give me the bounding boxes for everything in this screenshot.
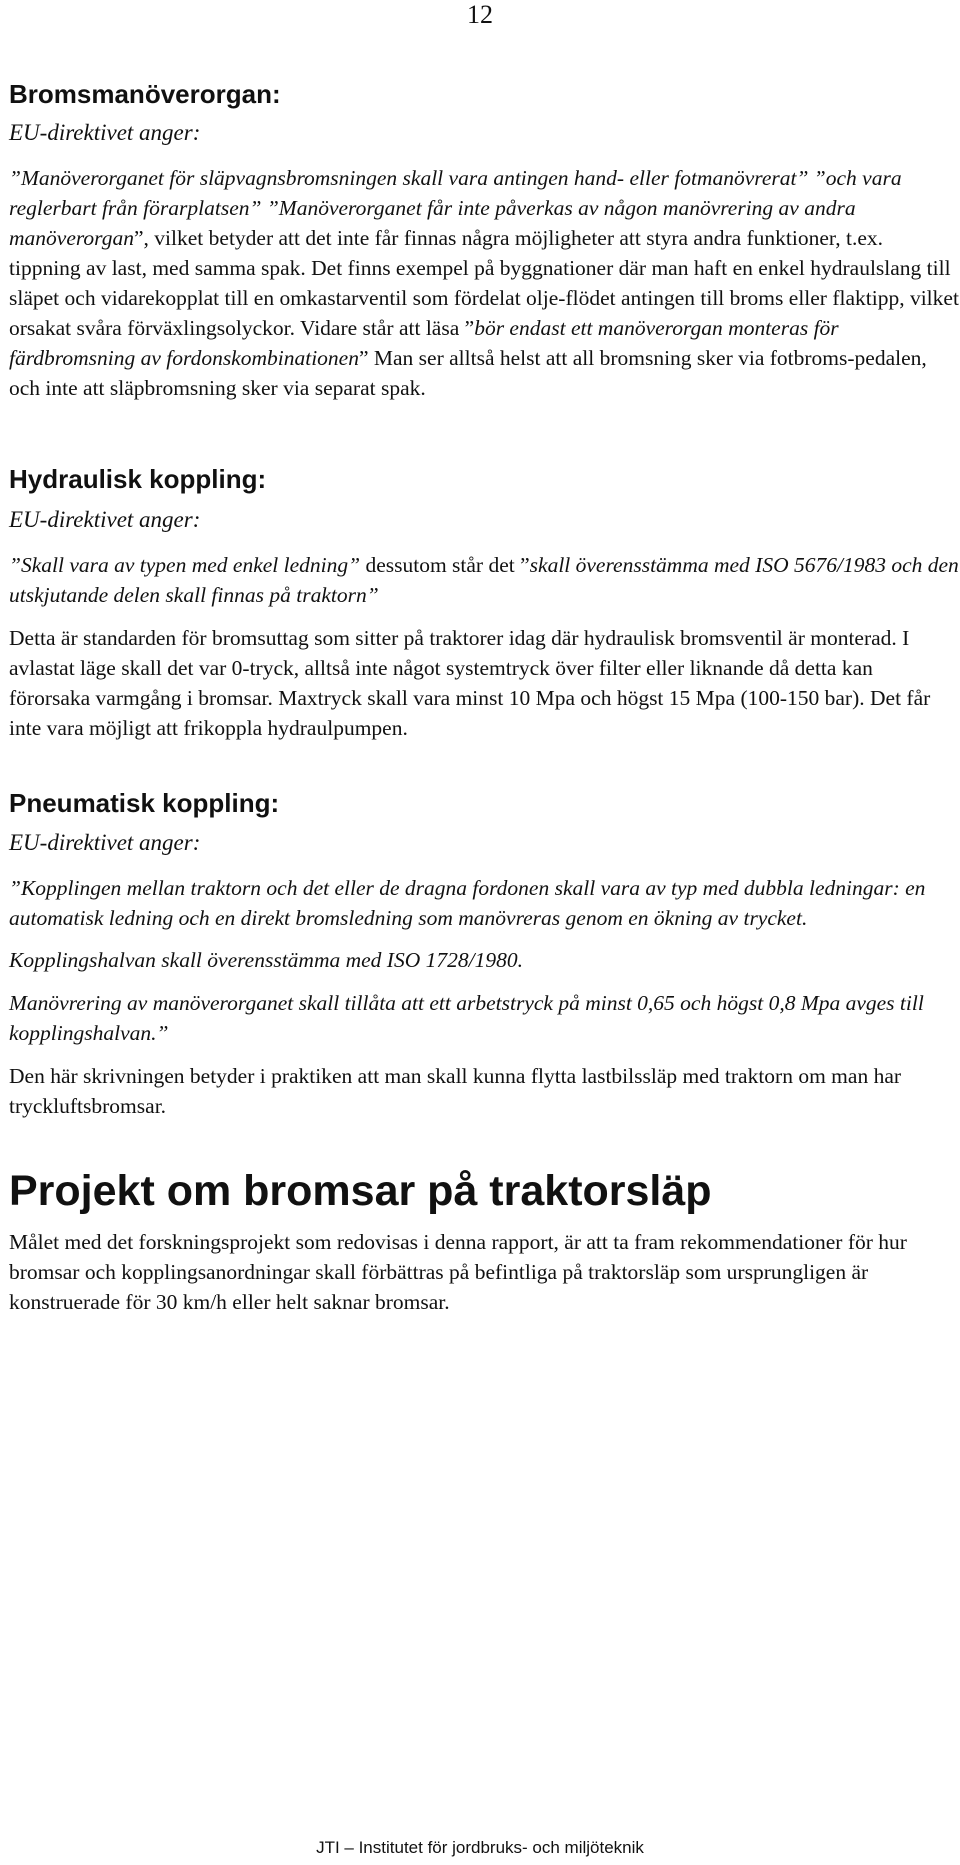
page-footer: JTI – Institutet för jordbruks- och miljöteknik xyxy=(316,1838,644,1857)
document-body xyxy=(9,78,959,1317)
section-heading-hydraulisk-koppling: Hydraulisk koppling: xyxy=(9,464,267,494)
quote-text: skall överensstämma med ISO 5676/1983 och den utskjutande delen skall finnas på traktorn” xyxy=(9,553,959,607)
page-number: 12 xyxy=(467,0,493,29)
section-subheading: EU-direktivet anger: xyxy=(9,120,201,145)
quote-text: ”Manöverorganet för släpvagnsbromsningen skall vara antingen hand- eller fotmanövrerat” ”och vara reglerbart från förarplatsen” ”Manöverorganet får inte påverkas av någon manövrering av andra manöverorgan xyxy=(9,166,902,250)
section-heading-pneumatisk-koppling: Pneumatisk koppling: xyxy=(9,788,280,818)
paragraph-working-pressure: Manövrering av manöverorganet skall tillåta att ett arbetstryck på minst 0,65 och högst 0,8 Mpa avges till kopplingshalvan.” xyxy=(9,991,924,1045)
paragraph-hydraulic-quote xyxy=(9,550,959,610)
paragraph-brake-control xyxy=(9,163,959,403)
body-text: dessutom står det ” xyxy=(360,553,530,577)
section-heading-projekt: Projekt om bromsar på traktorsläp xyxy=(9,1167,712,1215)
body-text: ”, vilket betyder att det inte får finnas några möjligheter att styra andra funktioner, t.ex. tippning av last, med samma spak. Det finns exempel på byggnationer där man haft en enkel hydraulslang till släpet och vidarekopplat till en omkastarventil som fördelat olje-flödet antingen till broms eller flaktipp, vilket orsakat svåra förväxlingsolyckor. Vidare står att läsa ” xyxy=(9,226,959,340)
quote-text: ”Skall vara av typen med enkel ledning” xyxy=(9,553,361,577)
paragraph-iso-1728: Kopplingshalvan skall överensstämma med ISO 1728/1980. xyxy=(9,948,523,972)
body-text: ” Man ser alltså helst att all bromsning sker via fotbroms-pedalen, och inte att släpbromsning sker via separat spak. xyxy=(9,346,927,400)
quote-text: bör endast ett manöverorgan monteras för färdbromsning av fordonskombinationen xyxy=(9,316,839,370)
section-subheading: EU-direktivet anger: xyxy=(9,830,201,855)
section-subheading: EU-direktivet anger: xyxy=(9,507,201,532)
paragraph-pneumatic-quote: ”Kopplingen mellan traktorn och det eller de dragna fordonen skall vara av typ med dubbla ledningar: en automatisk ledning och en direkt bromsledning som manövreras genom en ökning av trycket. xyxy=(9,876,926,930)
paragraph-project-goal: Målet med det forskningsprojekt som redovisas i denna rapport, är att ta fram rekommendationer för hur bromsar och kopplingsanordningar skall förbättras på befintliga på traktorsläp som ursprungligen är konstruerade för 30 km/h eller helt saknar bromsar. xyxy=(9,1230,907,1314)
paragraph-hydraulic-standard: Detta är standarden för bromsuttag som sitter på traktorer idag där hydraulisk bromsventil är monterad. I avlastat läge skall det var 0-tryck, alltså inte något systemtryck över filter eller liknande då detta kan förorsaka varmgång i bromsar. Maxtryck skall vara minst 10 Mpa och högst 15 Mpa (100-150 bar). Det får inte vara möjligt att frikoppla hydraulpumpen. xyxy=(9,626,931,740)
section-heading-bromsmanoverorgan: Bromsmanöverorgan: xyxy=(9,79,281,109)
paragraph-pneumatic-meaning: Den här skrivningen betyder i praktiken att man skall kunna flytta lastbilssläp med traktorn om man har tryckluftsbromsar. xyxy=(9,1064,902,1118)
